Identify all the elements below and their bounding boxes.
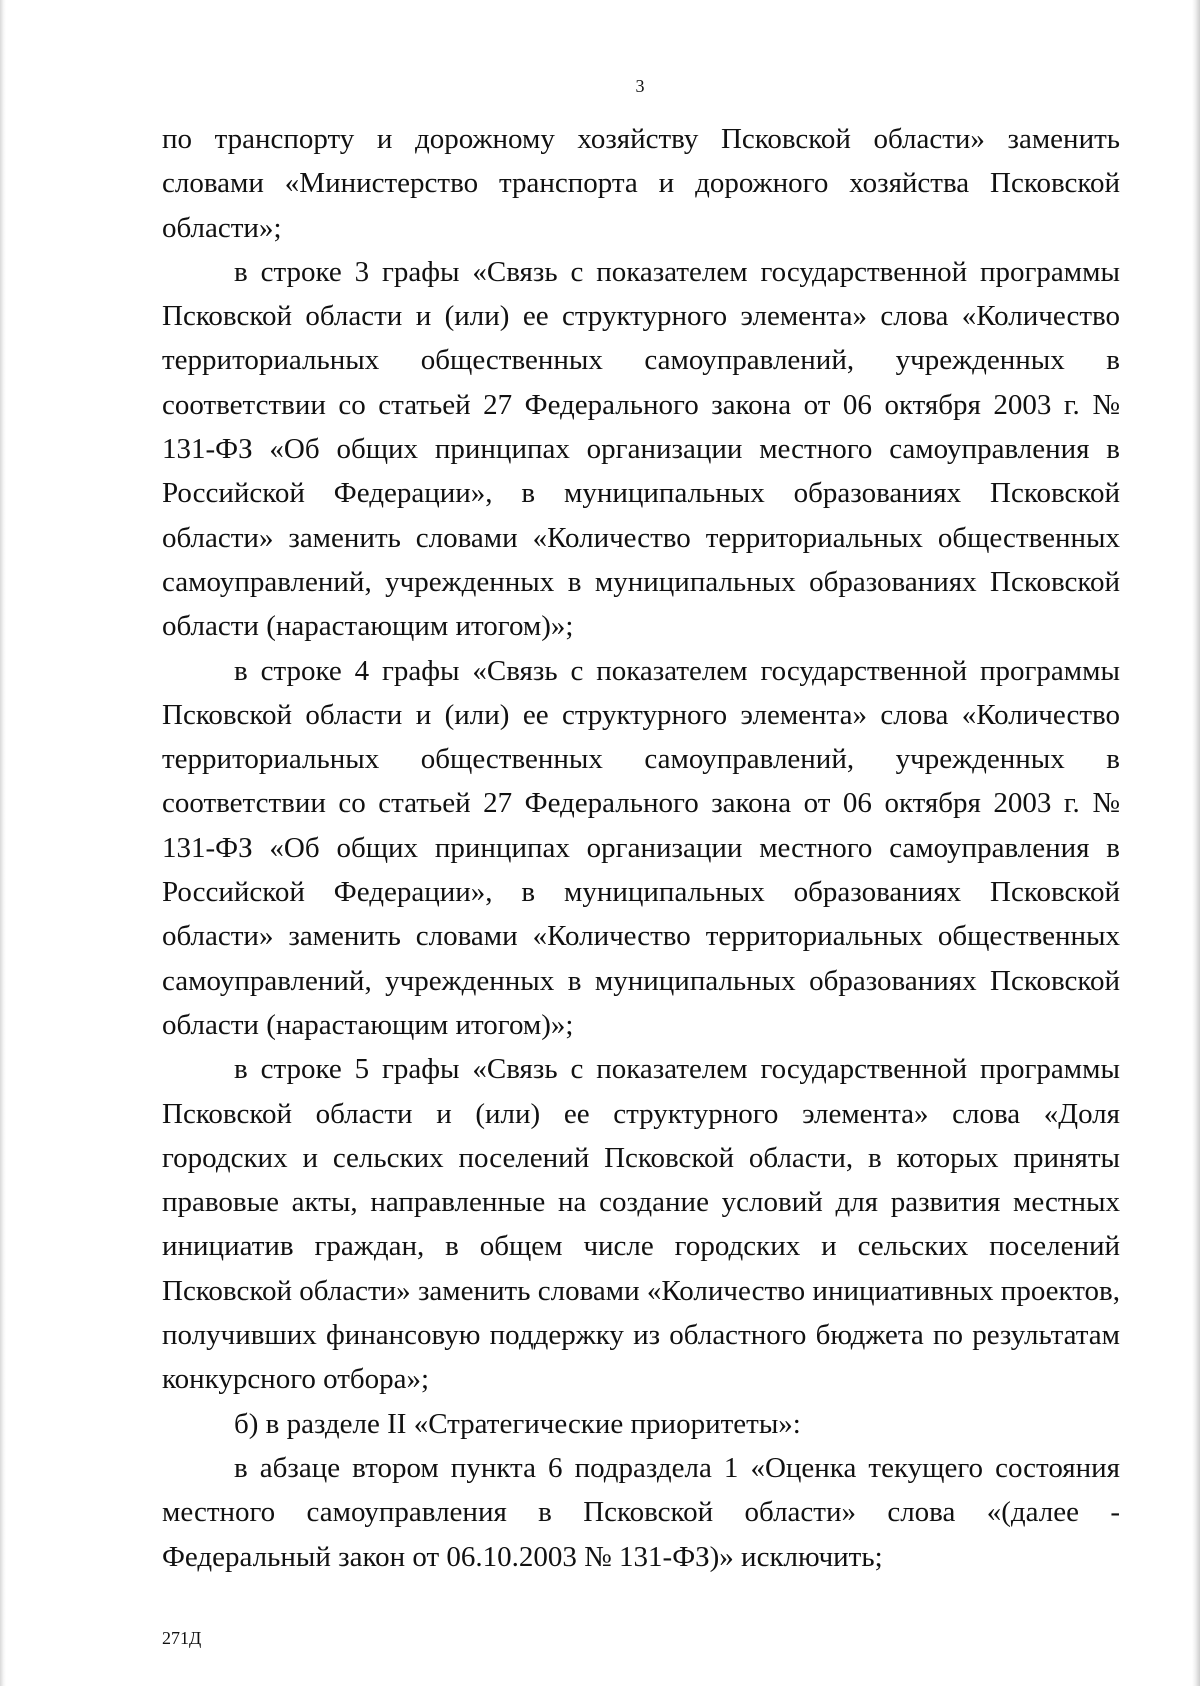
paragraph-row-3: в строке 3 графы «Связь с показателем государственной программы Псковской области и (или) ее структурного элемента» слова «Количество территориальных общественных самоуправлений, учрежденных в соответствии со статьей 27 Федерального закона от 06 октября 2003 г. № 131-ФЗ «Об общих принципах организации местного самоуправления в Российской Федерации», в муниципальных образованиях Псковской области» заменить словами «Количество территориальных общественных самоуправлений, учрежденных в муниципальных образованиях Псковской области (нарастающим итогом)»; [162,255,1120,643]
page-number: 3 [635,76,645,96]
document-body [162,117,1120,1579]
paragraph-continuation: по транспорту и дорожному хозяйству Псковской области» заменить словами «Министерство транспорта и дорожного хозяйства Псковской области»; [162,123,1120,244]
scan-edge-left [0,0,6,1686]
scan-edge-right [1192,0,1200,1686]
paragraph-section-ii: б) в разделе II «Стратегические приоритеты»: [234,1407,801,1440]
document-code: 271Д [162,1628,202,1648]
paragraph-row-5: в строке 5 графы «Связь с показателем государственной программы Псковской области и (или) ее структурного элемента» слова «Доля городских и сельских поселений Псковской области, в которых приняты правовые акты, направленные на создание условий для развития местных инициатив граждан, в общем числе городских и сельских поселений Псковской области» заменить словами «Количество инициативных проектов, получивших финансовую поддержку из областного бюджета по результатам конкурсного отбора»; [162,1053,1120,1396]
paragraph-item-6: в абзаце втором пункта 6 подраздела 1 «Оценка текущего состояния местного самоуправления в Псковской области» слова «(далее - Федеральный закон от 06.10.2003 № 131-ФЗ)» исключить; [162,1451,1120,1573]
paragraph-row-4: в строке 4 графы «Связь с показателем государственной программы Псковской области и (или) ее структурного элемента» слова «Количество территориальных общественных самоуправлений, учрежденных в соответствии со статьей 27 Федерального закона от 06 октября 2003 г. № 131-ФЗ «Об общих принципах организации местного самоуправления в Российской Федерации», в муниципальных образованиях Псковской области» заменить словами «Количество территориальных общественных самоуправлений, учрежденных в муниципальных образованиях Псковской области (нарастающим итогом)»; [162,654,1120,1041]
